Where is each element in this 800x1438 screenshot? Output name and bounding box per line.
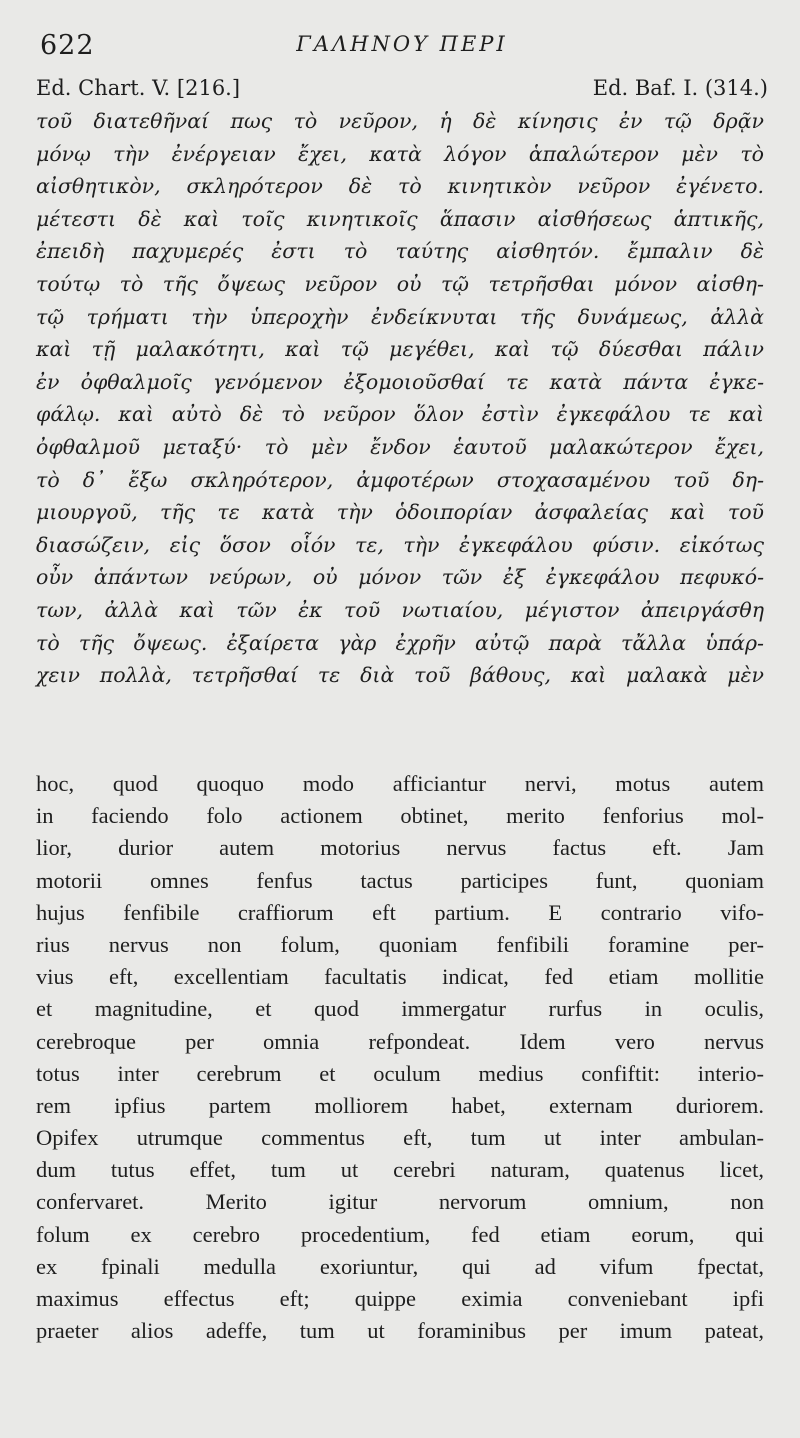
greek-line: τούτῳ τὸ τῆς ὄψεως νεῦρον οὐ τῷ τετρῆσθαι μόνον αἰσθη- xyxy=(36,271,764,296)
edition-chartier: Ed. Chart. V. [216.] xyxy=(36,76,241,100)
greek-line: καὶ τῇ μαλακότητι, καὶ τῷ μεγέθει, καὶ τῷ δύεσθαι πάλιν xyxy=(36,337,764,362)
greek-line: ἐπειδὴ παχυμερές ἐστι τὸ ταύτης αἰσθητόν. ἔμπαλιν δὲ xyxy=(36,239,764,264)
latin-line: ex fpinali medulla exoriuntur, qui ad vifum fpectat, xyxy=(36,1253,764,1279)
latin-line: praeter alios adeffe, tum ut foraminibus per imum pateat, xyxy=(36,1318,764,1344)
latin-line: rius nervus non folum, quoniam fenfibili foramine per- xyxy=(36,931,764,957)
latin-line: maximus effectus eft; quippe eximia conveniebant ipfi xyxy=(36,1286,764,1311)
latin-line: lior, durior autem motorius nervus factus eft. Jam xyxy=(36,835,764,861)
greek-line: μέτεστι δὲ καὶ τοῖς κινητικοῖς ἅπασιν αἰσθήσεως ἁπτικῆς, xyxy=(36,206,764,231)
edition-basel: Ed. Baf. I. (314.) xyxy=(592,76,768,100)
greek-line: μόνῳ τὴν ἐνέργειαν ἔχει, κατὰ λόγον ἁπαλώτερον μὲν τὸ xyxy=(36,141,764,166)
latin-line: totus inter cerebrum et oculum medius confiftit: interio- xyxy=(36,1060,764,1086)
greek-line: χειν πολλὰ, τετρῆσθαί τε διὰ τοῦ βάθους, καὶ μαλακὰ μὲν xyxy=(36,663,764,688)
latin-line: in faciendo folo actionem obtinet, merito fenforius mol- xyxy=(36,803,764,829)
latin-line: confervaret. Merito igitur nervorum omnium, non xyxy=(36,1189,764,1215)
latin-line: rem ipfius partem molliorem habet, externam duriorem. xyxy=(36,1092,764,1118)
latin-line: et magnitudine, et quod immergatur rurfus in oculis, xyxy=(36,996,764,1022)
greek-line: των, ἀλλὰ καὶ τῶν ἐκ τοῦ νωτιαίου, μέγιστον ἀπειργάσθη xyxy=(36,597,764,622)
greek-line: φάλῳ. καὶ αὐτὸ δὲ τὸ νεῦρον ὅλον ἐστὶν ἐγκεφάλου τε καὶ xyxy=(36,402,764,427)
greek-line: ὀφθαλμοῦ μεταξύ· τὸ μὲν ἔνδον ἑαυτοῦ μαλακώτερον ἔχει, xyxy=(36,434,764,459)
latin-translation xyxy=(36,768,764,1347)
page-header xyxy=(40,30,764,66)
latin-line: Opifex utrumque commentus eft, tum ut inter ambulan- xyxy=(36,1125,764,1151)
greek-line: ἐν ὀφθαλμοῖς γενόμενον ἐξομοιοῦσθαί τε κατὰ πάντα ἐγκε- xyxy=(36,369,764,394)
page-number: 622 xyxy=(40,30,95,61)
greek-text xyxy=(36,105,764,692)
running-title: ΓΑΛΗΝΟΥ ΠΕΡΙ xyxy=(296,32,508,56)
latin-line: vius eft, excellentiam facultatis indicat, fed etiam mollitie xyxy=(36,964,764,990)
latin-line: dum tutus effet, tum ut cerebri naturam, quatenus licet, xyxy=(36,1157,764,1183)
greek-line: τοῦ διατεθῆναί πως τὸ νεῦρον, ἡ δὲ κίνησις ἐν τῷ δρᾷν xyxy=(36,109,764,133)
greek-line: διασώζειν, εἰς ὅσον οἷόν τε, τὴν ἐγκεφάλου φύσιν. εἰκότως xyxy=(36,532,764,557)
latin-line: hoc, quod quoquo modo afficiantur nervi, motus autem xyxy=(36,771,764,796)
latin-line: motorii omnes fenfus tactus participes funt, quoniam xyxy=(36,867,764,893)
greek-line: αἰσθητικὸν, σκληρότερον δὲ τὸ κινητικὸν νεῦρον ἐγένετο. xyxy=(36,174,764,199)
latin-line: folum ex cerebro procedentium, fed etiam eorum, qui xyxy=(36,1221,764,1247)
edition-references xyxy=(36,76,768,106)
greek-line: οὖν ἁπάντων νεύρων, οὐ μόνον τῶν ἐξ ἐγκεφάλου πεφυκό- xyxy=(36,565,764,590)
greek-line: τὸ τῆς ὄψεως. ἐξαίρετα γὰρ ἐχρῆν αὐτῷ παρὰ τἄλλα ὑπάρ- xyxy=(36,630,764,655)
greek-line: τῷ τρήματι τὴν ὑπεροχὴν ἐνδείκνυται τῆς δυνάμεως, ἀλλὰ xyxy=(36,304,764,329)
greek-line: μιουργοῦ, τῆς τε κατὰ τὴν ὁδοιπορίαν ἀσφαλείας καὶ τοῦ xyxy=(36,500,764,525)
latin-line: hujus fenfibile craffiorum eft partium. E contrario vifo- xyxy=(36,899,764,925)
greek-line: τὸ δ᾽ ἔξω σκληρότερον, ἀμφοτέρων στοχασαμένου τοῦ δη- xyxy=(36,467,764,492)
latin-line: cerebroque per omnia refpondeat. Idem vero nervus xyxy=(36,1028,764,1054)
